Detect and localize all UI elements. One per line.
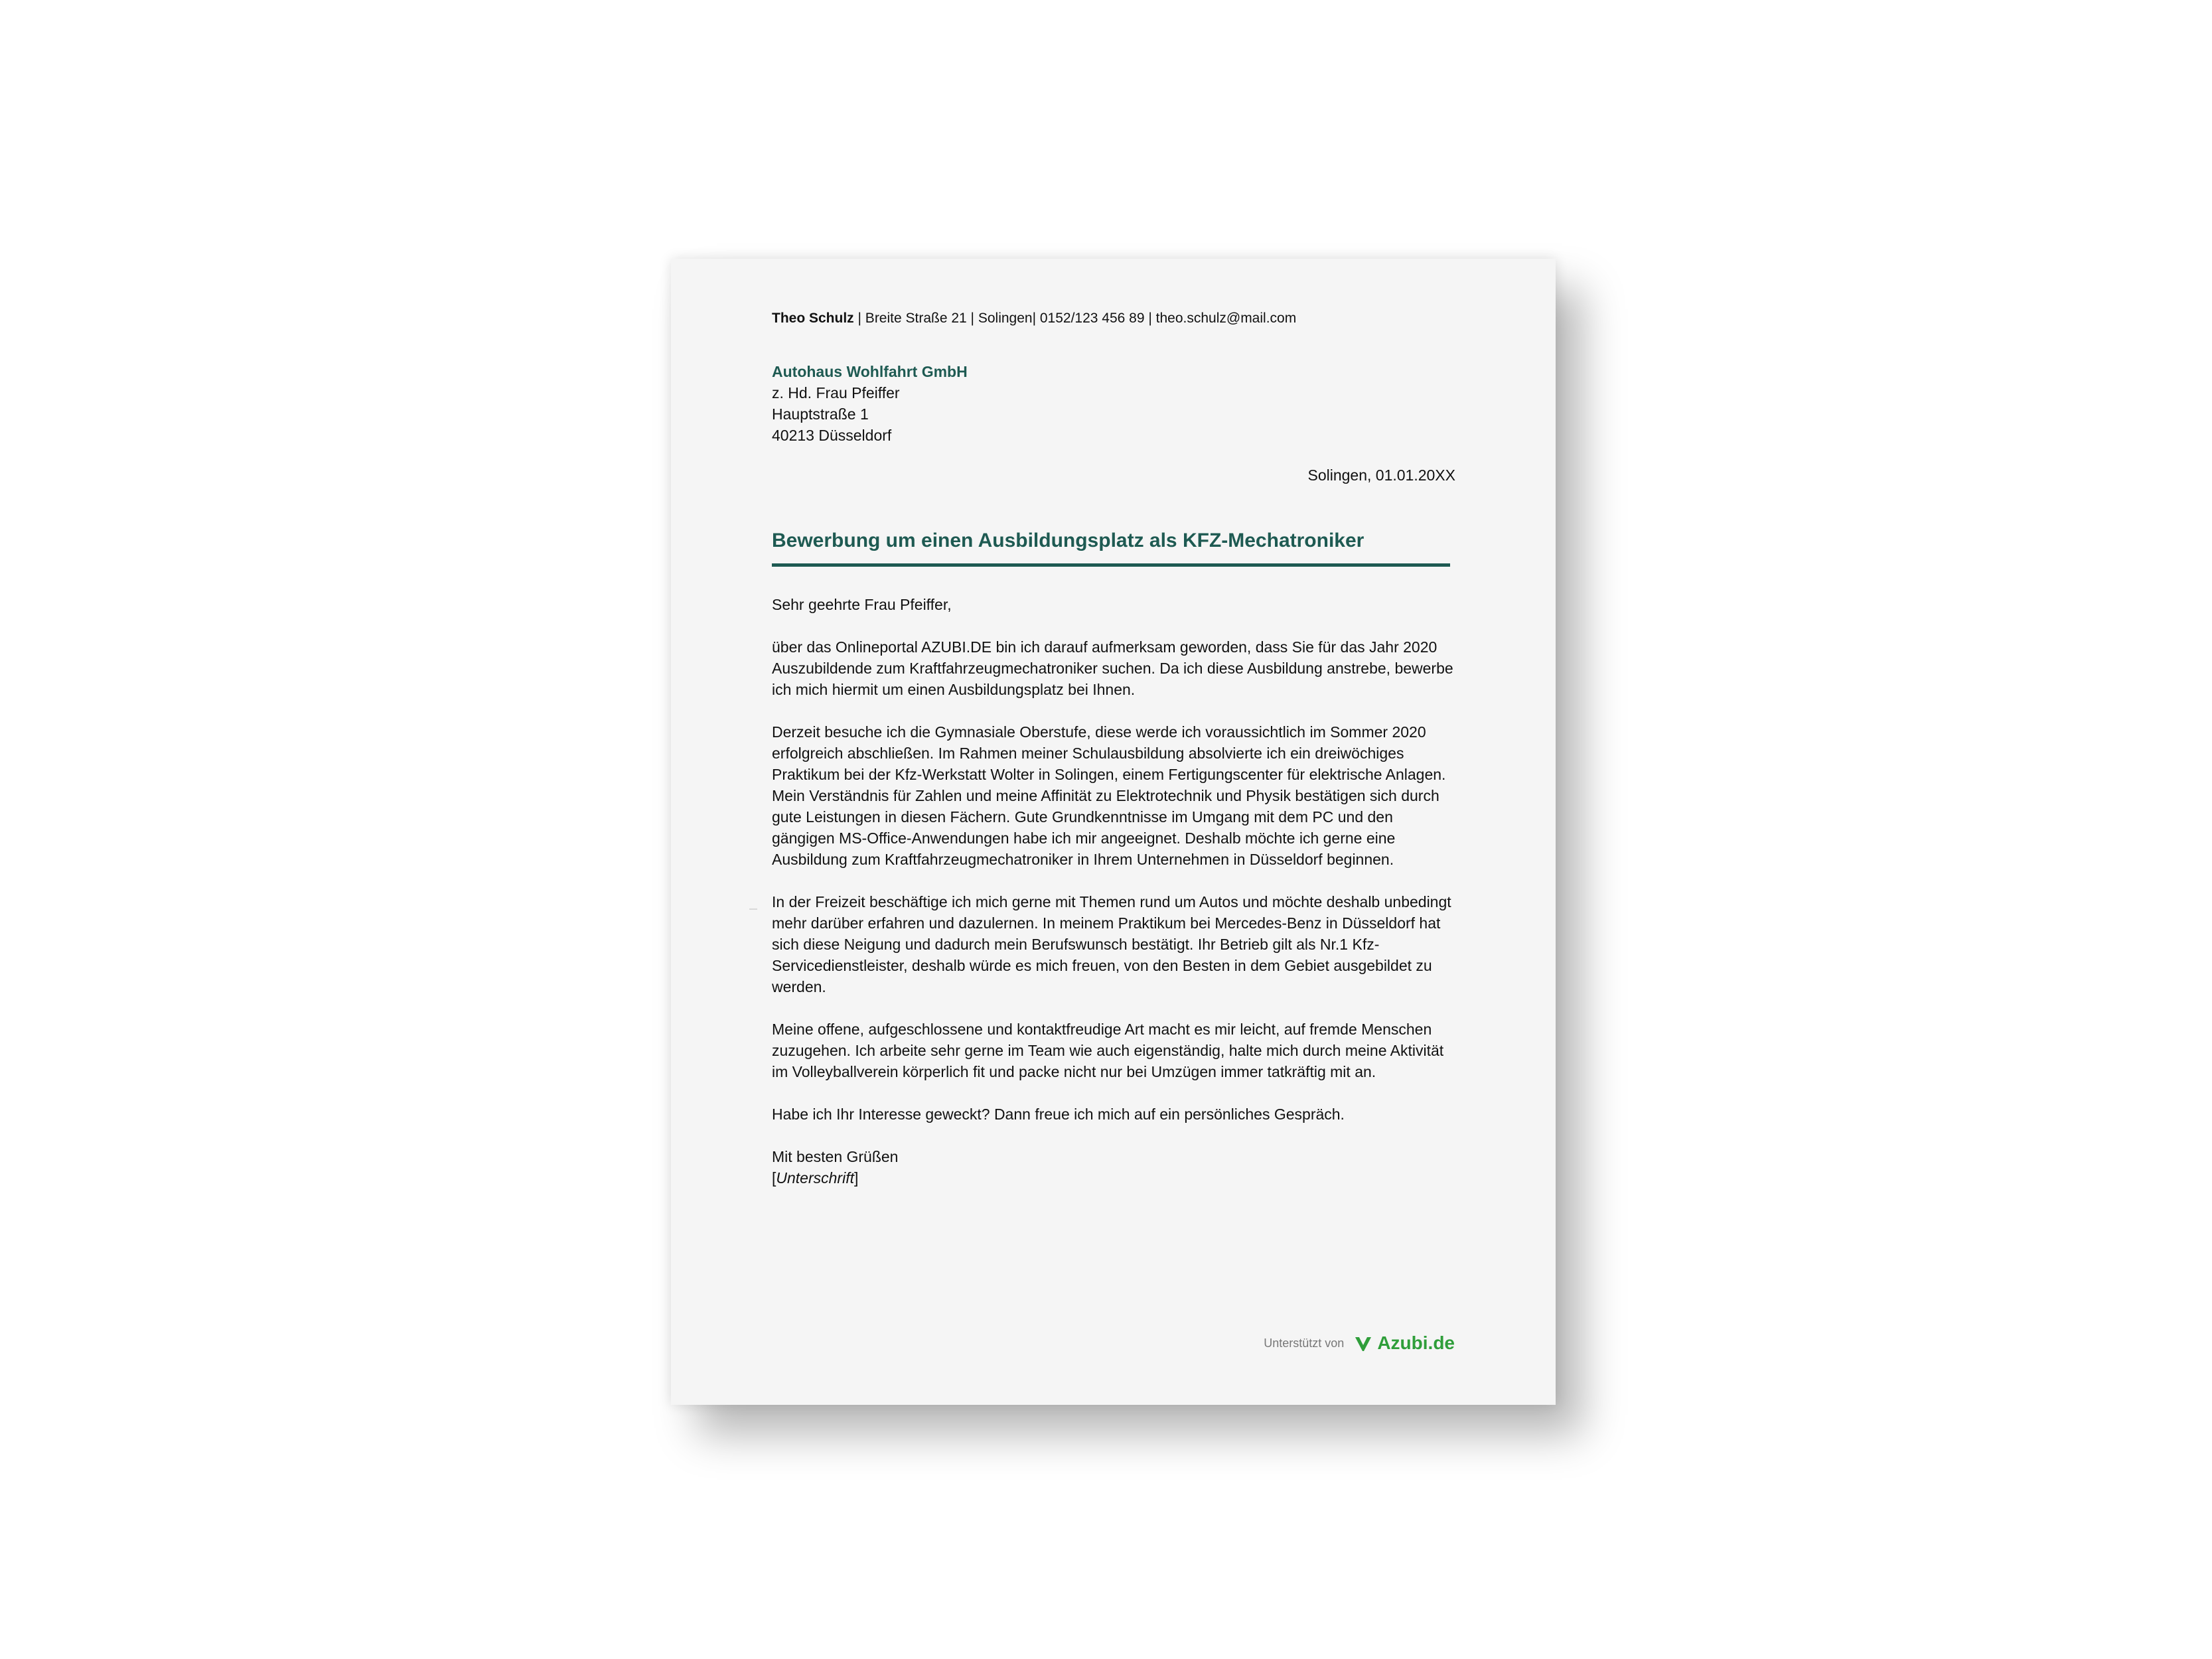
sender-line — [772, 309, 1296, 328]
signature-label: Unterschrift — [776, 1169, 854, 1187]
recipient-address — [772, 361, 968, 446]
sender-name: Theo Schulz — [772, 311, 854, 326]
paragraph: Derzeit besuche ich die Gymnasiale Oberstufe, diese werde ich voraussichtlich im Sommer 2020 erfolgreich abschließen. Im Rahmen meiner Schulausbildung absolvierte ich ein dreiwöchiges Praktikum bei der Kfz-Werkstatt Wolter in Solingen, einem Fertigungscenter für elektrische Anlagen. Mein Verständnis für Zahlen und meine Affinität zu Elektrotechnik und Physik bestätigen sich durch gute Leistungen in diesen Fächern. Gute Grundkenntnisse im Umgang mit dem PC und den gängigen MS-Office-Anwendungen habe ich mir angeeignet. Deshalb möchte ich gerne eine Ausbildung zum Kraftfahrzeugmechatroniker in Ihrem Unternehmen in Düsseldorf beginnen. — [772, 723, 1446, 868]
footer-branding — [1264, 1333, 1455, 1354]
recipient-street: Hauptstraße 1 — [772, 405, 869, 423]
letter-date: Solingen, 01.01.20XX — [1307, 467, 1455, 484]
paragraph: In der Freizeit beschäftige ich mich gerne mit Themen rund um Autos und möchte deshalb unbedingt mehr darüber erfahren und dazulernen. In meinem Praktikum bei Mercedes-Benz in Düsseldorf hat sich diese Neigung und dadurch mein Berufswunsch bestätigt. Ihr Betrieb gilt als Nr.1 Kfz-Servicedienstleister, deshalb würde es mich freuen, von den Besten in dem Gebiet ausgebildet zu werden. — [772, 893, 1451, 995]
bracket-open: [ — [772, 1169, 776, 1187]
closing-greeting: Mit besten Grüßen — [772, 1148, 899, 1165]
recipient-city: 40213 Düsseldorf — [772, 427, 892, 444]
bracket-close: ] — [853, 1169, 859, 1187]
letter-page — [671, 259, 1556, 1405]
subject-heading: Bewerbung um einen Ausbildungsplatz als KFZ-Mechatroniker — [772, 528, 1450, 567]
salutation: Sehr geehrte Frau Pfeiffer, — [772, 596, 952, 613]
supported-by-label: Unterstützt von — [1264, 1336, 1345, 1350]
paragraph: Habe ich Ihr Interesse geweckt? Dann freue ich mich auf ein persönliches Gespräch. — [772, 1106, 1345, 1123]
paragraph: über das Onlineportal AZUBI.DE bin ich darauf aufmerksam geworden, dass Sie für das Jahr 2020 Auszubildende zum Kraftfahrzeugmechatroniker suchen. Da ich diese Ausbildung anstrebe, bewerbe ich mich hiermit um einen Ausbildungsplatz bei Ihnen. — [772, 638, 1453, 698]
recipient-company: Autohaus Wohlfahrt GmbH — [772, 363, 968, 380]
signature-placeholder — [772, 1167, 1455, 1189]
azubi-brand-label: Azubi.de — [1377, 1333, 1455, 1353]
azubi-logo-icon — [1353, 1333, 1373, 1353]
closing-block — [772, 1146, 1455, 1189]
recipient-attention: z. Hd. Frau Pfeiffer — [772, 384, 900, 401]
page-mark — [749, 908, 757, 910]
letter-body — [772, 594, 1455, 1189]
paragraph: Meine offene, aufgeschlossene und kontaktfreudige Art macht es mir leicht, auf fremde Menschen zuzugehen. Ich arbeite sehr gerne im Team wie auch eigenständig, halte mich durch meine Aktivität im Volleyballverein körperlich fit und packe nicht nur bei Umzügen immer tatkräftig mit an. — [772, 1021, 1444, 1080]
sender-details: | Breite Straße 21 | Solingen| 0152/123 456 89 | theo.schulz@mail.com — [853, 311, 1297, 326]
azubi-brand[interactable] — [1353, 1333, 1455, 1354]
